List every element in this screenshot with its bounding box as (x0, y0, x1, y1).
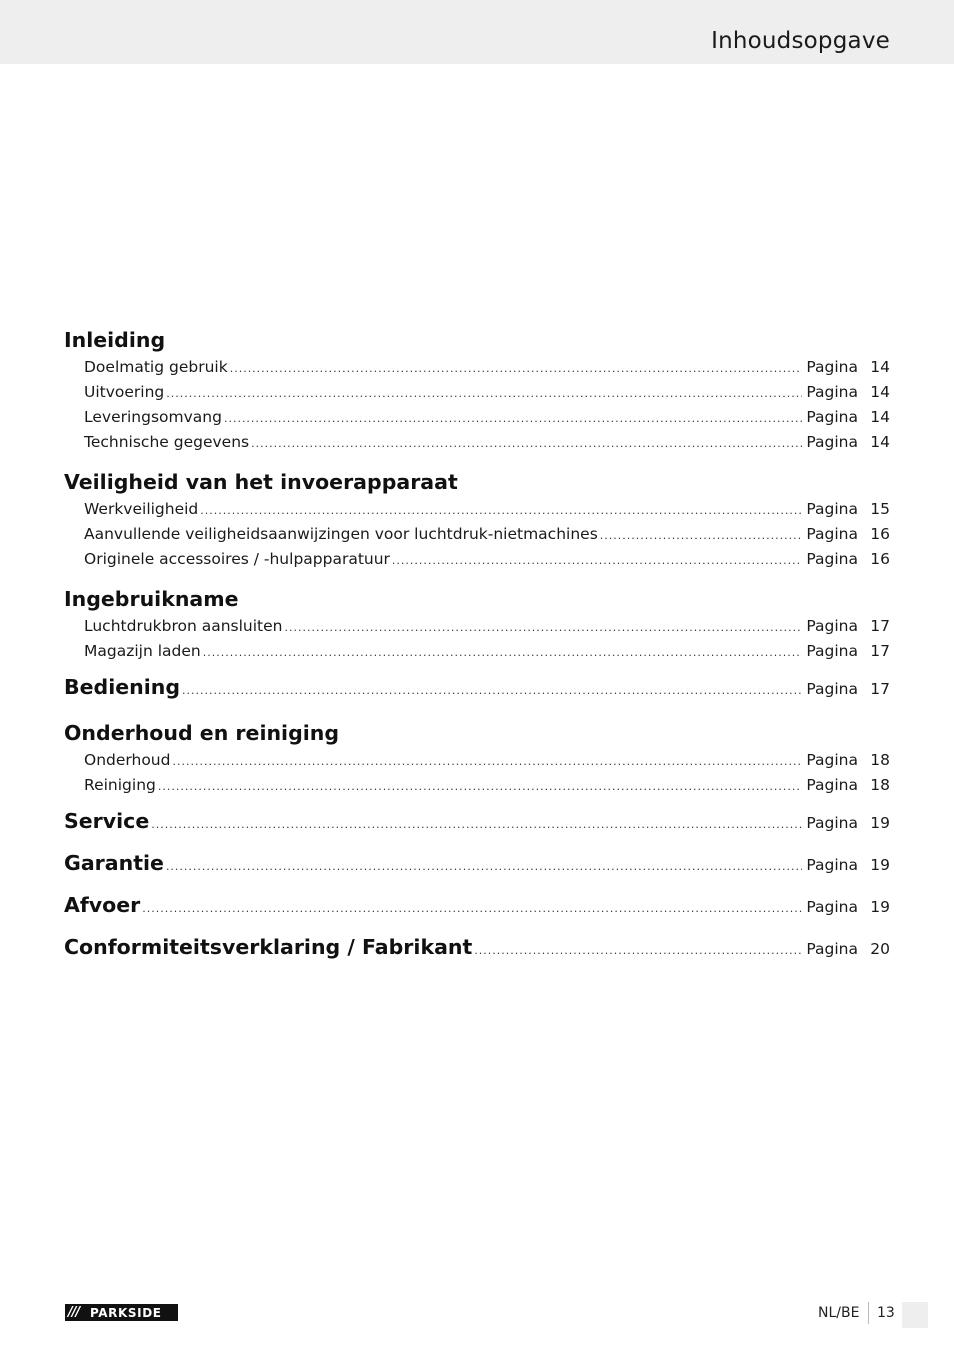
page-number: 18 (870, 776, 890, 794)
page-number-footer: 13 (877, 1305, 895, 1321)
page-number: 14 (870, 408, 890, 426)
dot-leader (166, 381, 802, 406)
page-word: Pagina (806, 751, 858, 769)
dot-leader (600, 523, 803, 548)
page-number: 16 (870, 550, 890, 568)
toc-section-bediening (64, 668, 890, 706)
entry-label: Reiniging (84, 776, 156, 794)
page-word: Pagina (806, 500, 858, 518)
page-number: 15 (870, 500, 890, 518)
toc-entry[interactable] (64, 405, 890, 430)
entry-label: Magazijn laden (84, 642, 201, 660)
page-number: 14 (870, 433, 890, 451)
page-number: 14 (870, 358, 890, 376)
page-number: 18 (870, 751, 890, 769)
page-number: 20 (870, 940, 890, 958)
section-heading: Inleiding (64, 328, 166, 352)
section-heading: Afvoer (64, 893, 141, 917)
toc-entry[interactable] (64, 430, 890, 455)
page-word: Pagina (806, 408, 858, 426)
dot-leader (203, 640, 803, 665)
toc-section-conformiteit (64, 928, 890, 966)
page-number: 16 (870, 525, 890, 543)
page-word: Pagina (806, 617, 858, 635)
logo-slashes: /// (68, 1305, 80, 1320)
page-number: 19 (870, 856, 890, 874)
toc-section-veiligheid (64, 467, 890, 572)
toc-heading-entry[interactable] (64, 668, 890, 706)
page-word: Pagina (806, 856, 858, 874)
dot-leader (224, 406, 802, 431)
page-word: Pagina (806, 898, 858, 916)
dot-leader (285, 615, 803, 640)
toc-heading-entry[interactable] (64, 802, 890, 840)
dot-leader (158, 774, 803, 799)
page-number: 14 (870, 383, 890, 401)
toc-entry[interactable] (64, 522, 890, 547)
toc-entry[interactable] (64, 639, 890, 664)
toc-entry[interactable] (64, 380, 890, 405)
logo-text: PARKSIDE (90, 1305, 162, 1320)
dot-leader (230, 356, 803, 381)
dot-leader (474, 932, 802, 970)
page-number: 19 (870, 814, 890, 832)
toc-section-service (64, 802, 890, 840)
dot-leader (142, 890, 802, 928)
page-number: 17 (870, 642, 890, 660)
corner-tab (902, 1302, 928, 1328)
dot-leader (182, 672, 802, 710)
toc-heading-entry[interactable] (64, 928, 890, 966)
page-word: Pagina (806, 940, 858, 958)
toc-entry[interactable] (64, 355, 890, 380)
footer-divider (868, 1302, 869, 1324)
dot-leader (392, 548, 802, 573)
entry-label: Luchtdrukbron aansluiten (84, 617, 283, 635)
toc-section-inleiding (64, 325, 890, 455)
entry-label: Originele accessoires / -hulpapparatuur (84, 550, 390, 568)
entry-label: Doelmatig gebruik (84, 358, 228, 376)
toc-section-garantie (64, 844, 890, 882)
dot-leader (172, 749, 802, 774)
entry-label: Onderhoud (84, 751, 171, 769)
page-word: Pagina (806, 776, 858, 794)
toc-entry[interactable] (64, 748, 890, 773)
page-word: Pagina (806, 680, 858, 698)
entry-label: Uitvoering (84, 383, 165, 401)
toc-section-afvoer (64, 886, 890, 924)
toc-entry[interactable] (64, 547, 890, 572)
page-footer (0, 1295, 954, 1335)
entry-label: Technische gegevens (84, 433, 250, 451)
dot-leader (200, 498, 802, 523)
toc-entry[interactable] (64, 497, 890, 522)
page-word: Pagina (806, 383, 858, 401)
section-heading: Service (64, 809, 150, 833)
table-of-contents (64, 325, 890, 978)
toc-heading-entry[interactable] (64, 844, 890, 882)
dot-leader (151, 806, 802, 844)
section-heading: Garantie (64, 851, 164, 875)
parkside-logo (65, 1304, 178, 1321)
page-word: Pagina (806, 550, 858, 568)
page-word: Pagina (806, 358, 858, 376)
section-heading: Ingebruikname (64, 587, 239, 611)
entry-label: Aanvullende veiligheidsaanwijzingen voor luchtdruk-nietmachines (84, 525, 598, 543)
section-heading: Onderhoud en reiniging (64, 721, 340, 745)
section-heading: Bediening (64, 675, 181, 699)
entry-label: Werkveiligheid (84, 500, 199, 518)
page-word: Pagina (806, 433, 858, 451)
toc-section-ingebruikname (64, 584, 890, 664)
page-number: 19 (870, 898, 890, 916)
toc-entry[interactable] (64, 773, 890, 798)
dot-leader (166, 848, 802, 886)
section-heading: Conformiteitsverklaring / Fabrikant (64, 935, 473, 959)
page-number: 17 (870, 617, 890, 635)
toc-heading-entry[interactable] (64, 886, 890, 924)
header-bar (0, 0, 954, 64)
dot-leader (251, 431, 802, 456)
locale-label: NL/BE (818, 1305, 860, 1321)
page-number: 17 (870, 680, 890, 698)
page-word: Pagina (806, 814, 858, 832)
page-word: Pagina (806, 525, 858, 543)
toc-section-onderhoud (64, 718, 890, 798)
section-heading: Veiligheid van het invoerapparaat (64, 470, 458, 494)
toc-entry[interactable] (64, 614, 890, 639)
page-word: Pagina (806, 642, 858, 660)
page-title: Inhoudsopgave (711, 28, 890, 54)
entry-label: Leveringsomvang (84, 408, 222, 426)
